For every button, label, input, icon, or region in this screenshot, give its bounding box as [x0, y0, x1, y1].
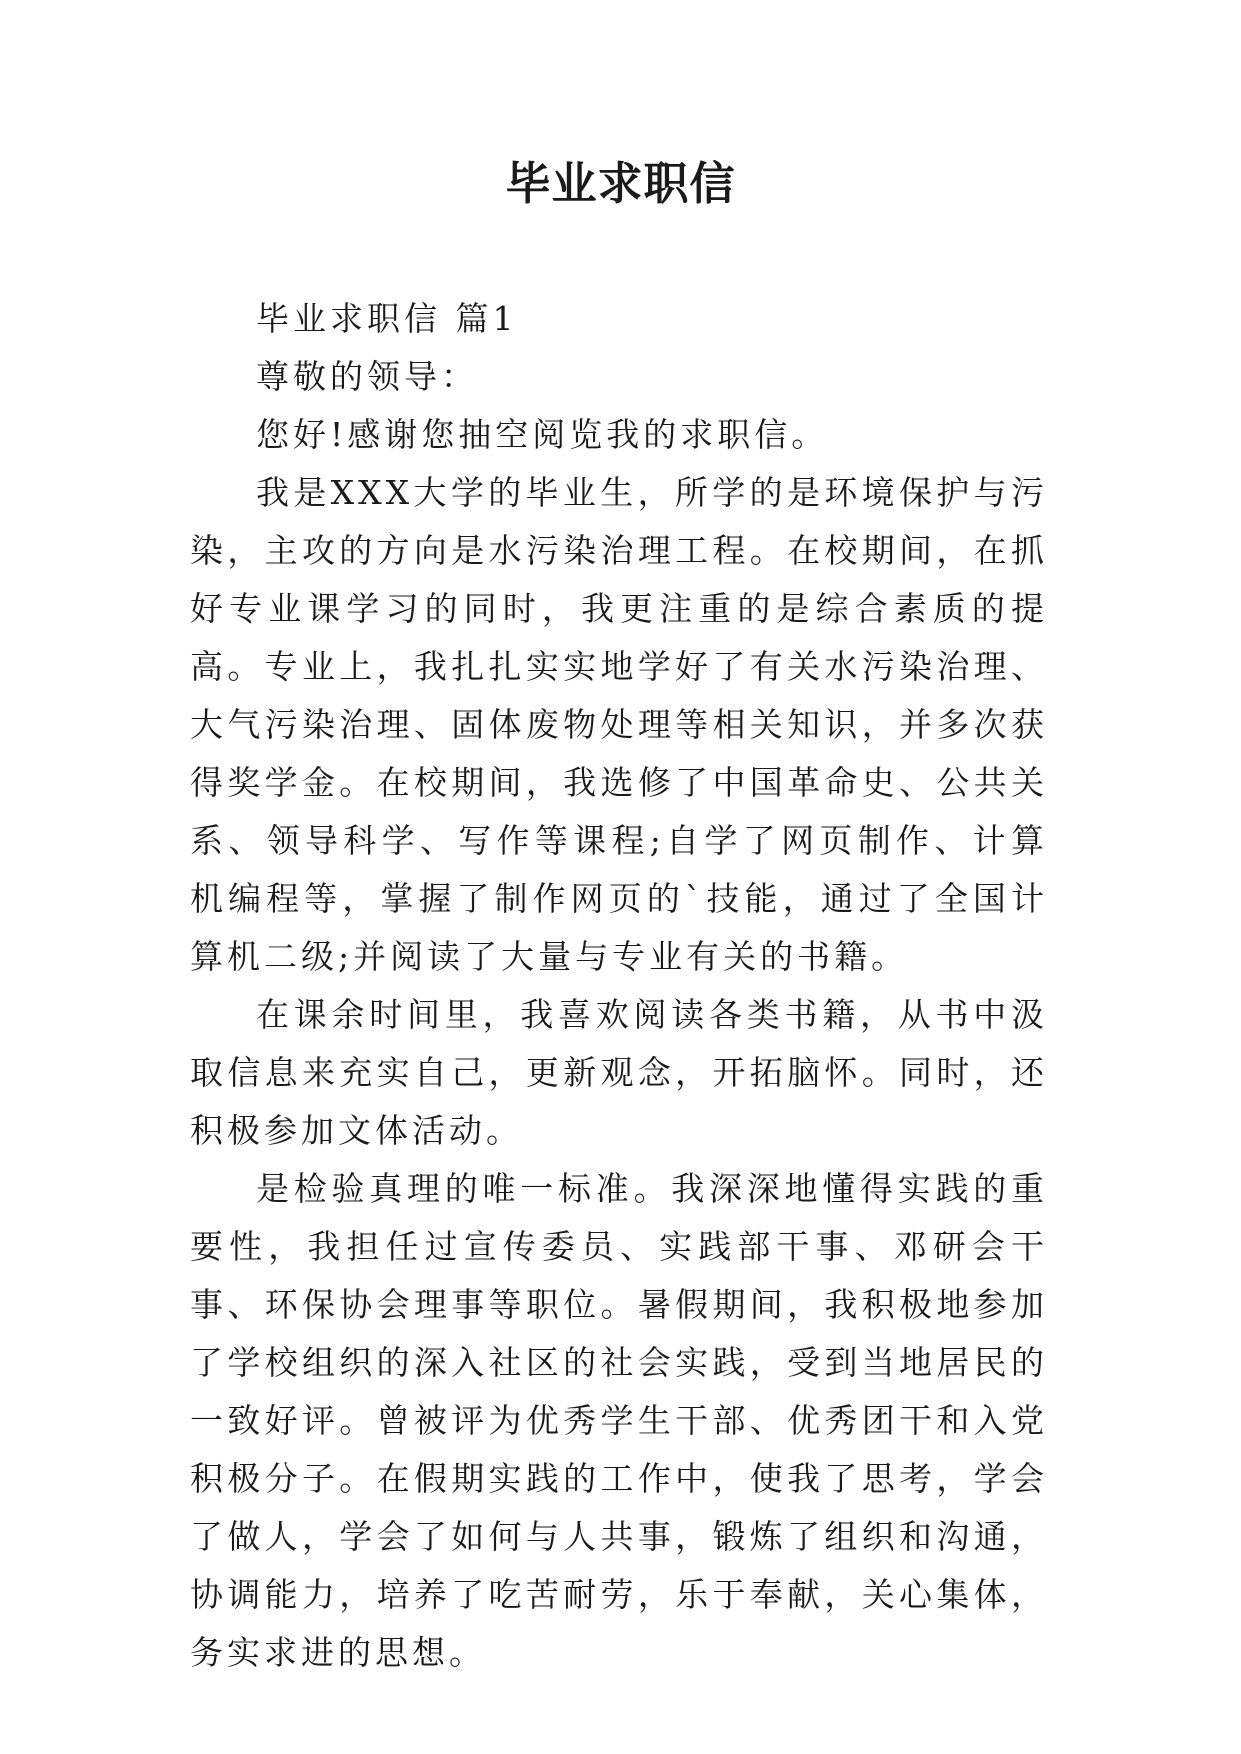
education-paragraph: 我是XXX大学的毕业生，所学的是环境保护与污染，主攻的方向是水污染治理工程。在校期间，在抓好专业课学习的同时，我更注重的是综合素质的提高。专业上，我扎扎实实地学好了有关水污染治理、大气污染治理、固体废物处理等相关知识，并多次获得奖学金。在校期间，我选修了中国革命史、公共关系、领导科学、写作等课程;自学了网页制作、计算机编程等，掌握了制作网页的`技能，通过了全国计算机二级;并阅读了大量与专业有关的书籍。: [190, 473, 1048, 976]
greeting-paragraph: 您好!感谢您抽空阅览我的求职信。: [256, 415, 829, 454]
document-body: [190, 290, 1048, 1682]
practice-paragraph: 是检验真理的唯一标准。我深深地懂得实践的重要性，我担任过宣传委员、实践部干事、邓研会干事、环保协会理事等职位。暑假期间，我积极地参加了学校组织的深入社区的社会实践，受到当地居民的一致好评。曾被评为优秀学生干部、优秀团干和入党积极分子。在假期实践的工作中，使我了思考，学会了做人，学会了如何与人共事，锻炼了组织和沟通，协调能力，培养了吃苦耐劳，乐于奉献，关心集体，务实求进的思想。: [190, 1169, 1048, 1672]
hobbies-paragraph: 在课余时间里，我喜欢阅读各类书籍，从书中汲取信息来充实自己，更新观念，开拓脑怀。同时，还积极参加文体活动。: [190, 995, 1048, 1150]
salutation: 尊敬的领导：: [256, 357, 478, 396]
section-heading: 毕业求职信 篇1: [256, 299, 518, 338]
document-title: 毕业求职信: [505, 157, 736, 210]
